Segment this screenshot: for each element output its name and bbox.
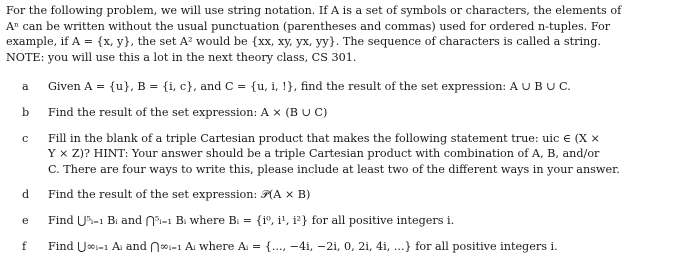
item-marker: d [22,188,30,202]
question-item-e [6,213,670,229]
problem-document [6,3,670,264]
item-text [48,131,670,178]
item-line: Find ⋃⁵ᵢ₌₁ Bᵢ and ⋂⁵ᵢ₌₁ Bᵢ where Bᵢ = {i⁰, i¹, i²} for all positive integers i. [48,213,455,227]
item-line: Find ⋃∞ᵢ₌₁ Aᵢ and ⋂∞ᵢ₌₁ Aᵢ where Aᵢ = {..., −4i, −2i, 0, 2i, 4i, ...} for all positive integers i. [48,239,558,253]
intro-line: NOTE: you will use this a lot in the next theory class, CS 301. [6,50,357,64]
question-item-d [6,187,670,203]
item-line: Fill in the blank of a triple Cartesian product that makes the following statement true: uic ∈ (X × [48,131,600,145]
question-item-f [6,239,670,255]
item-marker: c [22,131,29,145]
item-text [48,79,670,95]
intro-paragraph [6,3,670,65]
item-marker: b [22,105,30,119]
item-text [48,213,670,229]
item-text [48,187,670,203]
item-text [48,105,670,121]
intro-line: Aⁿ can be written without the usual punctuation (parentheses and commas) used for ordered n-tuples. For [6,19,611,33]
question-item-b [6,105,670,121]
item-line: Given A = {u}, B = {i, c}, and C = {u, i, !}, find the result of the set expression: A ∪ B ∪ C. [48,80,571,94]
item-line: Y × Z)? HINT: Your answer should be a triple Cartesian product with combination of A, B, and/or [48,147,600,161]
question-item-c [6,131,670,178]
item-marker: a [22,80,29,94]
item-marker: f [22,239,27,253]
intro-line: For the following problem, we will use string notation. If A is a set of symbols or characters, the elements of [6,4,622,17]
question-item-a [6,79,670,95]
item-text [48,239,670,255]
intro-line: example, if A = {x, y}, the set A² would be {xx, xy, yx, yy}. The sequence of characters is called a string. [6,35,601,49]
item-line: Find the result of the set expression: A × (B ∪ C) [48,105,328,119]
item-marker: e [22,213,29,227]
item-line: Find the result of the set expression: 𝒫(A × B) [48,188,311,202]
item-line: C. There are four ways to write this, please include at least two of the different ways in your answer. [48,162,620,176]
question-list [6,79,670,254]
